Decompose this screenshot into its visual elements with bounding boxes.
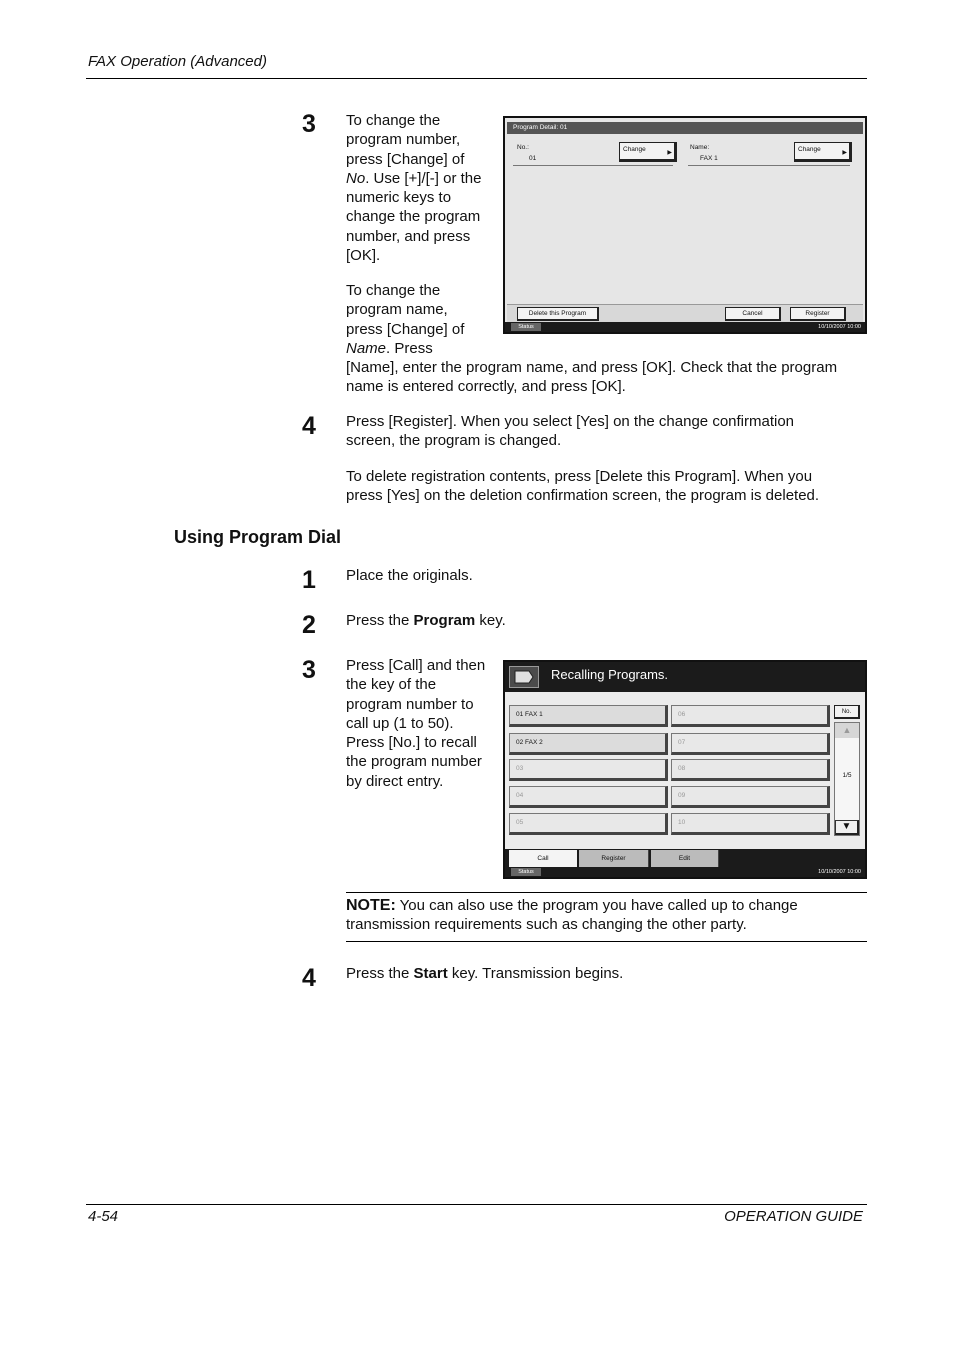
program-key-10[interactable]: 10 [671, 813, 830, 835]
program-key-05[interactable]: 05 [509, 813, 668, 835]
status-bar [505, 867, 865, 877]
cancel-button[interactable]: Cancel [725, 307, 781, 321]
page-indicator: 1/5 [842, 772, 852, 779]
program-key-02[interactable]: 02 FAX 2 [509, 733, 668, 755]
screen-title-bar [505, 662, 865, 692]
tab-call[interactable]: Call [509, 850, 577, 867]
tab-register[interactable]: Register [579, 850, 649, 867]
status-button[interactable]: Status [511, 868, 541, 876]
status-button[interactable]: Status [511, 323, 541, 331]
scroll-up-icon[interactable]: ▲ [835, 723, 859, 738]
scroll-down-icon[interactable]: ▼ [835, 820, 859, 835]
step-number: 3 [302, 110, 316, 138]
change-number-button[interactable]: Change ▶ [619, 142, 677, 162]
footer-rule [86, 1204, 867, 1205]
note-label: NOTE: [346, 897, 396, 914]
step-number: 2 [302, 611, 316, 639]
name-value: FAX 1 [700, 155, 718, 162]
step-number: 4 [302, 964, 316, 992]
screen-title-bar: Program Detail: 01 [507, 122, 863, 134]
datetime: 10/10/2007 10:00 [818, 869, 861, 875]
note-top-rule [346, 892, 867, 893]
delete-program-button[interactable]: Delete this Program [517, 307, 599, 321]
change-name-button[interactable]: Change ▶ [794, 142, 852, 162]
delete-info-text: To delete registration contents, press [Delete this Program]. When you press [Yes] on the deletion confirmation screen, the program is deleted. [346, 468, 820, 505]
recalling-programs-screen [503, 660, 867, 879]
status-bar [505, 322, 865, 332]
tab-edit[interactable]: Edit [651, 850, 719, 867]
no-value: 01 [529, 155, 537, 162]
name-label: Name: [690, 144, 710, 151]
program-detail-screen [503, 116, 867, 334]
step-3a-text: To change the program number, press [Change] of No. Use [+]/[-] or the numeric keys to change the program number, and press [OK]. [346, 112, 482, 265]
datetime: 10/10/2007 10:00 [818, 324, 861, 330]
program-key-06[interactable]: 06 [671, 705, 830, 727]
program-key-04[interactable]: 04 [509, 786, 668, 808]
program-key-08[interactable]: 08 [671, 759, 830, 781]
number-button[interactable]: No. [834, 705, 860, 719]
note-bottom-rule [346, 941, 867, 942]
step-number: 4 [302, 412, 316, 440]
program-key-03[interactable]: 03 [509, 759, 668, 781]
program-key-01[interactable]: 01 FAX 1 [509, 705, 668, 727]
step-3a-name-text: To change the program name, press [Change] of Name. Press [Name], enter the program name, and press [OK]. Check that the program name is entered correctly, and press [OK]. [346, 282, 838, 396]
scrollbar[interactable] [834, 722, 860, 836]
step-3b-text: Press [Call] and then the key of the program number to call up (1 to 50). Press [No.] to recall the program number by direct entry. [346, 657, 486, 790]
arrow-right-icon: ▶ [667, 150, 672, 156]
register-button[interactable]: Register [790, 307, 846, 321]
page-number: 4-54 [88, 1208, 119, 1225]
program-key-07[interactable]: 07 [671, 733, 830, 755]
arrow-right-icon: ▶ [842, 150, 847, 156]
step-4b-text: Press the Start key. Transmission begins. [346, 965, 624, 982]
program-key-09[interactable]: 09 [671, 786, 830, 808]
step-number: 3 [302, 656, 316, 684]
step-number: 1 [302, 566, 316, 594]
note: NOTE: You can also use the program you have called up to change transmission requirements such as changing the other party. [346, 897, 798, 934]
step-1-text: Place the originals. [346, 567, 473, 584]
guide-title: OPERATION GUIDE [724, 1208, 863, 1225]
step-2-text: Press the Program key. [346, 612, 506, 629]
step-4a-text: Press [Register]. When you select [Yes] on the change confirmation screen, the program is changed. [346, 413, 795, 450]
no-label: No.: [517, 144, 529, 151]
header-rule [86, 78, 867, 79]
section-heading: Using Program Dial [174, 527, 342, 547]
document-icon [509, 666, 539, 688]
running-header: FAX Operation (Advanced) [88, 53, 267, 70]
screen-title: Recalling Programs. [551, 667, 669, 682]
